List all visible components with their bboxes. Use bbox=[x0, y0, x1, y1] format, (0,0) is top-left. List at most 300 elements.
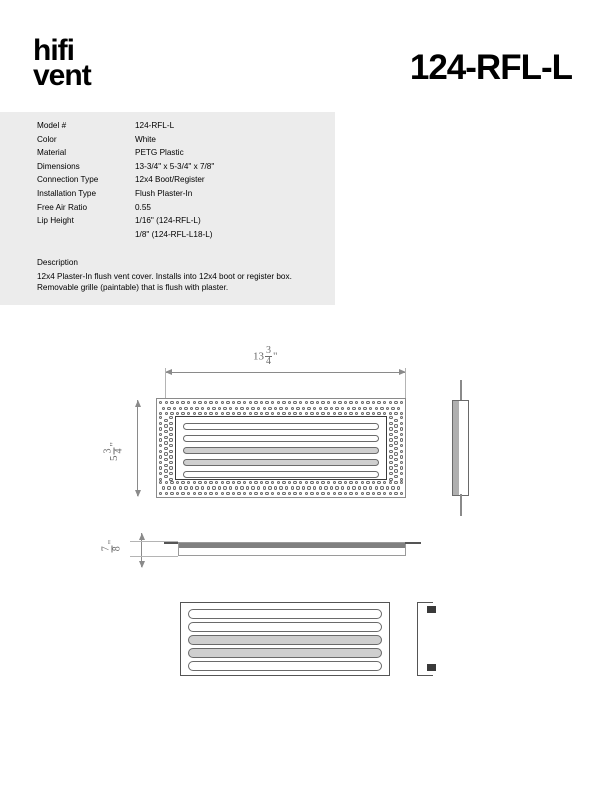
perforation-hole bbox=[383, 412, 386, 415]
perforation-hole bbox=[246, 407, 249, 410]
depth-dim-denominator: 8 bbox=[111, 546, 122, 552]
perforation-hole bbox=[204, 401, 207, 404]
perforation-hole bbox=[181, 412, 184, 415]
perforation-hole bbox=[159, 461, 162, 464]
edge-view-lip-right bbox=[405, 542, 421, 544]
perforation-hole bbox=[260, 481, 263, 484]
perforation-hole bbox=[330, 407, 333, 410]
perforation-hole bbox=[179, 407, 182, 410]
perforation-hole bbox=[164, 419, 167, 422]
perforation-hole bbox=[209, 401, 212, 404]
vent-slot bbox=[183, 435, 379, 442]
perforation-hole bbox=[179, 486, 182, 489]
grille-slot bbox=[188, 609, 382, 619]
height-dim-arrow-up bbox=[135, 400, 141, 407]
perforation-hole bbox=[344, 492, 347, 495]
perforation-hole bbox=[170, 412, 173, 415]
perforation-hole bbox=[321, 412, 324, 415]
perforation-hole bbox=[257, 486, 260, 489]
perforation-hole bbox=[223, 486, 226, 489]
perforation-hole bbox=[377, 401, 380, 404]
perforation-hole bbox=[375, 486, 378, 489]
perforation-hole bbox=[159, 416, 162, 419]
perforation-hole bbox=[169, 455, 172, 458]
perforation-hole bbox=[307, 486, 310, 489]
spec-value: 0.55 bbox=[135, 202, 151, 212]
perforation-hole bbox=[198, 481, 201, 484]
perforation-hole bbox=[349, 492, 352, 495]
height-dim-arrow-down bbox=[135, 490, 141, 497]
perforation-hole bbox=[257, 407, 260, 410]
depth-dimension-label bbox=[102, 529, 123, 565]
perforation-hole bbox=[190, 486, 193, 489]
perforation-hole bbox=[389, 478, 392, 481]
perforation-hole bbox=[383, 401, 386, 404]
perforation-hole bbox=[169, 422, 172, 425]
perforation-hole bbox=[170, 481, 173, 484]
perforation-hole bbox=[212, 407, 215, 410]
perforation-hole bbox=[316, 412, 319, 415]
perforation-hole bbox=[169, 444, 172, 447]
height-dim-fraction bbox=[103, 448, 124, 455]
vent-slot bbox=[183, 423, 379, 430]
brand-logo bbox=[33, 34, 91, 92]
perforation-hole bbox=[243, 412, 246, 415]
perforation-hole bbox=[282, 412, 285, 415]
perforation-hole bbox=[324, 407, 327, 410]
perforation-hole bbox=[296, 407, 299, 410]
perforation-hole bbox=[338, 412, 341, 415]
perforation-hole bbox=[305, 401, 308, 404]
perforation-hole bbox=[335, 407, 338, 410]
height-dim-unit: " bbox=[108, 442, 120, 447]
perforation-hole bbox=[282, 492, 285, 495]
perforation-hole bbox=[383, 492, 386, 495]
perforation-hole bbox=[389, 492, 392, 495]
perforation-hole bbox=[316, 401, 319, 404]
perforation-hole bbox=[293, 401, 296, 404]
table-row-continuation bbox=[37, 230, 327, 244]
perforation-hole bbox=[246, 486, 249, 489]
perforation-hole bbox=[164, 424, 167, 427]
table-row bbox=[37, 135, 327, 149]
perforation-hole bbox=[313, 486, 316, 489]
perforation-hole bbox=[394, 469, 397, 472]
perforation-hole bbox=[293, 412, 296, 415]
spec-label: Color bbox=[37, 134, 57, 144]
perforation-hole bbox=[159, 401, 162, 404]
spec-label: Connection Type bbox=[37, 175, 99, 185]
perforation-hole bbox=[389, 444, 392, 447]
perforation-hole bbox=[159, 412, 162, 415]
perforation-hole bbox=[302, 486, 305, 489]
perforation-hole bbox=[400, 444, 403, 447]
perforation-hole bbox=[319, 486, 322, 489]
perforation-hole bbox=[173, 486, 176, 489]
spec-value: 1/16" (124-RFL-L) bbox=[135, 216, 201, 226]
perforation-hole bbox=[164, 441, 167, 444]
spec-label: Installation Type bbox=[37, 188, 97, 198]
perforation-hole bbox=[235, 407, 238, 410]
perforation-hole bbox=[201, 407, 204, 410]
perforation-hole bbox=[400, 461, 403, 464]
perforation-hole bbox=[277, 401, 280, 404]
perforation-hole bbox=[383, 481, 386, 484]
perforation-hole bbox=[193, 412, 196, 415]
depth-dim-numerator: 7 bbox=[100, 546, 111, 552]
perforation-hole bbox=[397, 407, 400, 410]
perforation-hole bbox=[389, 455, 392, 458]
perforation-hole bbox=[355, 481, 358, 484]
perforation-hole bbox=[394, 419, 397, 422]
perforation-hole bbox=[375, 407, 378, 410]
perforation-hole bbox=[366, 412, 369, 415]
perforation-hole bbox=[285, 486, 288, 489]
perforation-hole bbox=[279, 407, 282, 410]
perforation-hole bbox=[169, 438, 172, 441]
perforation-hole bbox=[389, 427, 392, 430]
perforation-hole bbox=[260, 492, 263, 495]
table-row bbox=[37, 148, 327, 162]
perforation-hole bbox=[366, 481, 369, 484]
perforation-hole bbox=[349, 412, 352, 415]
perforation-hole bbox=[170, 492, 173, 495]
table-row bbox=[37, 189, 327, 203]
perforation-hole bbox=[209, 492, 212, 495]
perforation-hole bbox=[268, 407, 271, 410]
perforation-hole bbox=[165, 401, 168, 404]
perforation-hole bbox=[193, 481, 196, 484]
perforation-hole bbox=[215, 481, 218, 484]
perforation-hole bbox=[221, 412, 224, 415]
perforation-hole bbox=[181, 481, 184, 484]
perforation-hole bbox=[169, 461, 172, 464]
perforation-hole bbox=[176, 412, 179, 415]
perforation-hole bbox=[372, 412, 375, 415]
perforation-hole bbox=[394, 492, 397, 495]
perforation-hole bbox=[221, 492, 224, 495]
perforation-hole bbox=[347, 407, 350, 410]
perforation-hole bbox=[173, 407, 176, 410]
perforation-hole bbox=[400, 472, 403, 475]
perforation-hole bbox=[327, 492, 330, 495]
perforation-hole bbox=[377, 492, 380, 495]
perforation-hole bbox=[344, 401, 347, 404]
perforation-hole bbox=[380, 407, 383, 410]
height-dim-whole: 5 bbox=[108, 455, 120, 461]
perforation-hole bbox=[389, 401, 392, 404]
perforation-hole bbox=[361, 481, 364, 484]
perforation-hole bbox=[372, 481, 375, 484]
side-view-stem-bottom bbox=[460, 494, 462, 516]
perforation-hole bbox=[232, 492, 235, 495]
perforation-hole bbox=[302, 407, 305, 410]
perforation-hole bbox=[229, 407, 232, 410]
perforation-hole bbox=[400, 438, 403, 441]
grille-clip-tab-top bbox=[427, 606, 436, 613]
specification-table bbox=[37, 121, 327, 243]
perforation-hole bbox=[355, 401, 358, 404]
perforation-hole bbox=[349, 401, 352, 404]
perforation-hole bbox=[251, 407, 254, 410]
perforation-hole bbox=[215, 401, 218, 404]
perforation-hole bbox=[400, 478, 403, 481]
grille-view-diagram bbox=[180, 602, 390, 676]
perforation-hole bbox=[159, 438, 162, 441]
perforation-hole bbox=[254, 492, 257, 495]
spec-value: 124-RFL-L bbox=[135, 121, 175, 130]
perforation-hole bbox=[169, 427, 172, 430]
perforation-hole bbox=[162, 407, 165, 410]
perforation-hole bbox=[235, 486, 238, 489]
extension-line-depth-bottom bbox=[130, 556, 178, 557]
width-dimension-label bbox=[253, 346, 278, 367]
perforation-hole bbox=[363, 407, 366, 410]
perforation-hole bbox=[316, 481, 319, 484]
perforation-hole bbox=[249, 481, 252, 484]
extension-line-left bbox=[165, 368, 166, 400]
perforation-hole bbox=[181, 492, 184, 495]
height-dimension-line bbox=[137, 400, 138, 496]
perforation-hole bbox=[352, 407, 355, 410]
perforation-hole bbox=[229, 486, 232, 489]
perforation-hole bbox=[198, 492, 201, 495]
spec-value: White bbox=[135, 134, 156, 144]
perforation-hole bbox=[249, 412, 252, 415]
perforation-hole bbox=[251, 486, 254, 489]
perforation-hole bbox=[372, 492, 375, 495]
width-dim-whole: 13 bbox=[253, 350, 264, 363]
perforation-hole bbox=[181, 401, 184, 404]
perforation-hole bbox=[254, 412, 257, 415]
perforation-hole bbox=[271, 492, 274, 495]
perforation-hole bbox=[394, 424, 397, 427]
perforation-hole bbox=[159, 444, 162, 447]
perforation-hole bbox=[299, 481, 302, 484]
edge-view-diagram bbox=[178, 542, 406, 556]
perforation-hole bbox=[344, 481, 347, 484]
perforation-hole bbox=[184, 407, 187, 410]
perforation-hole bbox=[394, 401, 397, 404]
perforation-hole bbox=[299, 492, 302, 495]
perforation-hole bbox=[394, 436, 397, 439]
perforation-hole bbox=[400, 433, 403, 436]
perforation-hole bbox=[198, 412, 201, 415]
perforation-hole bbox=[369, 486, 372, 489]
perforation-hole bbox=[394, 447, 397, 450]
perforation-hole bbox=[240, 486, 243, 489]
edge-view-top-band bbox=[179, 543, 405, 548]
perforation-hole bbox=[363, 486, 366, 489]
perforation-hole bbox=[341, 486, 344, 489]
perforation-hole bbox=[198, 401, 201, 404]
perforation-hole bbox=[268, 486, 271, 489]
perforation-hole bbox=[165, 481, 168, 484]
side-view-diagram bbox=[452, 400, 469, 496]
perforation-hole bbox=[260, 401, 263, 404]
page-title: 124-RFL-L bbox=[409, 48, 572, 87]
perforation-hole bbox=[389, 461, 392, 464]
perforation-hole bbox=[391, 486, 394, 489]
perforation-hole bbox=[169, 433, 172, 436]
perforation-hole bbox=[400, 412, 403, 415]
perforation-hole bbox=[226, 492, 229, 495]
perforation-hole bbox=[274, 407, 277, 410]
perforation-hole bbox=[321, 481, 324, 484]
perforation-hole bbox=[330, 486, 333, 489]
height-dim-denominator: 4 bbox=[113, 448, 124, 454]
perforation-hole bbox=[305, 492, 308, 495]
perforation-hole bbox=[394, 441, 397, 444]
perforation-hole bbox=[165, 412, 168, 415]
perforation-hole bbox=[165, 492, 168, 495]
perforation-hole bbox=[207, 407, 210, 410]
perforation-hole bbox=[204, 412, 207, 415]
perforation-hole bbox=[209, 481, 212, 484]
technical-drawing bbox=[0, 330, 612, 710]
perforation-hole bbox=[195, 407, 198, 410]
perforation-hole bbox=[243, 401, 246, 404]
perforation-hole bbox=[389, 450, 392, 453]
perforation-hole bbox=[237, 492, 240, 495]
perforation-hole bbox=[204, 481, 207, 484]
perforation-hole bbox=[369, 407, 372, 410]
perforation-hole bbox=[232, 481, 235, 484]
perforation-hole bbox=[221, 401, 224, 404]
width-dim-unit: " bbox=[273, 350, 278, 363]
perforation-hole bbox=[169, 478, 172, 481]
perforation-hole bbox=[226, 401, 229, 404]
perforation-hole bbox=[285, 407, 288, 410]
side-view-stem-top bbox=[460, 380, 462, 402]
perforation-hole bbox=[333, 492, 336, 495]
perforation-hole bbox=[361, 412, 364, 415]
perforation-hole bbox=[310, 492, 313, 495]
perforation-hole bbox=[347, 486, 350, 489]
perforation-hole bbox=[389, 433, 392, 436]
perforation-hole bbox=[223, 407, 226, 410]
perforation-hole bbox=[162, 486, 165, 489]
perforation-hole bbox=[215, 492, 218, 495]
perforation-hole bbox=[277, 492, 280, 495]
perforation-hole bbox=[327, 401, 330, 404]
perforation-hole bbox=[338, 492, 341, 495]
width-dim-arrow-left bbox=[165, 369, 172, 375]
depth-dim-fraction bbox=[101, 545, 122, 552]
perforation-hole bbox=[254, 401, 257, 404]
perforation-hole bbox=[184, 486, 187, 489]
perforation-hole bbox=[226, 481, 229, 484]
perforation-hole bbox=[293, 492, 296, 495]
perforation-hole bbox=[237, 401, 240, 404]
perforation-hole bbox=[366, 492, 369, 495]
spec-value: PETG Plastic bbox=[135, 148, 184, 158]
vent-slot bbox=[183, 471, 379, 478]
description-line: Removable grille (paintable) that is flush with plaster. bbox=[37, 283, 229, 292]
front-view-diagram bbox=[156, 398, 406, 498]
perforation-hole bbox=[209, 412, 212, 415]
perforation-hole bbox=[313, 407, 316, 410]
perforation-hole bbox=[159, 433, 162, 436]
perforation-hole bbox=[316, 492, 319, 495]
perforation-hole bbox=[397, 486, 400, 489]
perforation-hole bbox=[215, 412, 218, 415]
side-view-face-band bbox=[453, 401, 459, 495]
perforation-hole bbox=[243, 492, 246, 495]
description-line: 12x4 Plaster-In flush vent cover. Installs into 12x4 boot or register box. bbox=[37, 271, 292, 281]
height-dimension-label bbox=[104, 430, 125, 474]
perforation-hole bbox=[361, 492, 364, 495]
perforation-hole bbox=[291, 486, 294, 489]
perforation-hole bbox=[293, 481, 296, 484]
perforation-hole bbox=[394, 475, 397, 478]
perforation-hole bbox=[338, 401, 341, 404]
perforation-hole bbox=[324, 486, 327, 489]
perforation-hole bbox=[271, 412, 274, 415]
perforation-hole bbox=[400, 492, 403, 495]
perforation-hole bbox=[263, 486, 266, 489]
table-row bbox=[37, 203, 327, 217]
perforation-hole bbox=[282, 401, 285, 404]
perforation-hole bbox=[243, 481, 246, 484]
spec-label: Lip Height bbox=[37, 216, 74, 226]
perforation-hole bbox=[288, 401, 291, 404]
description-heading: Description bbox=[37, 258, 78, 267]
perforation-hole bbox=[310, 401, 313, 404]
perforation-hole bbox=[389, 472, 392, 475]
grille-slot bbox=[188, 635, 382, 645]
perforation-hole bbox=[333, 481, 336, 484]
perforation-hole bbox=[335, 486, 338, 489]
spec-label: Dimensions bbox=[37, 161, 80, 171]
perforation-hole bbox=[389, 412, 392, 415]
perforation-hole bbox=[400, 450, 403, 453]
depth-dim-unit: " bbox=[106, 539, 118, 545]
grille-slot bbox=[188, 622, 382, 632]
perforation-hole bbox=[277, 412, 280, 415]
perforation-hole bbox=[386, 486, 389, 489]
perforation-hole bbox=[254, 481, 257, 484]
perforation-hole bbox=[319, 407, 322, 410]
perforation-hole bbox=[327, 412, 330, 415]
spec-label: Free Air Ratio bbox=[37, 202, 88, 212]
perforation-hole bbox=[394, 412, 397, 415]
perforation-hole bbox=[164, 475, 167, 478]
perforation-hole bbox=[389, 438, 392, 441]
perforation-hole bbox=[400, 466, 403, 469]
perforation-hole bbox=[299, 401, 302, 404]
perforation-hole bbox=[176, 401, 179, 404]
perforation-hole bbox=[358, 486, 361, 489]
perforation-hole bbox=[361, 401, 364, 404]
grille-clip-tab-bottom bbox=[427, 664, 436, 671]
depth-dim-arrow-down bbox=[139, 561, 145, 568]
width-dim-fraction bbox=[265, 346, 272, 367]
perforation-hole bbox=[333, 401, 336, 404]
perforation-hole bbox=[159, 481, 162, 484]
width-dim-denominator: 4 bbox=[266, 355, 271, 367]
perforation-hole bbox=[169, 472, 172, 475]
spec-label: Model # bbox=[37, 121, 67, 130]
perforation-hole bbox=[195, 486, 198, 489]
perforation-hole bbox=[187, 492, 190, 495]
perforation-hole bbox=[349, 481, 352, 484]
perforation-hole bbox=[400, 481, 403, 484]
spec-value: 13-3/4" x 5-3/4" x 7/8" bbox=[135, 161, 215, 171]
perforation-hole bbox=[305, 412, 308, 415]
perforation-hole bbox=[400, 422, 403, 425]
perforation-hole bbox=[159, 472, 162, 475]
